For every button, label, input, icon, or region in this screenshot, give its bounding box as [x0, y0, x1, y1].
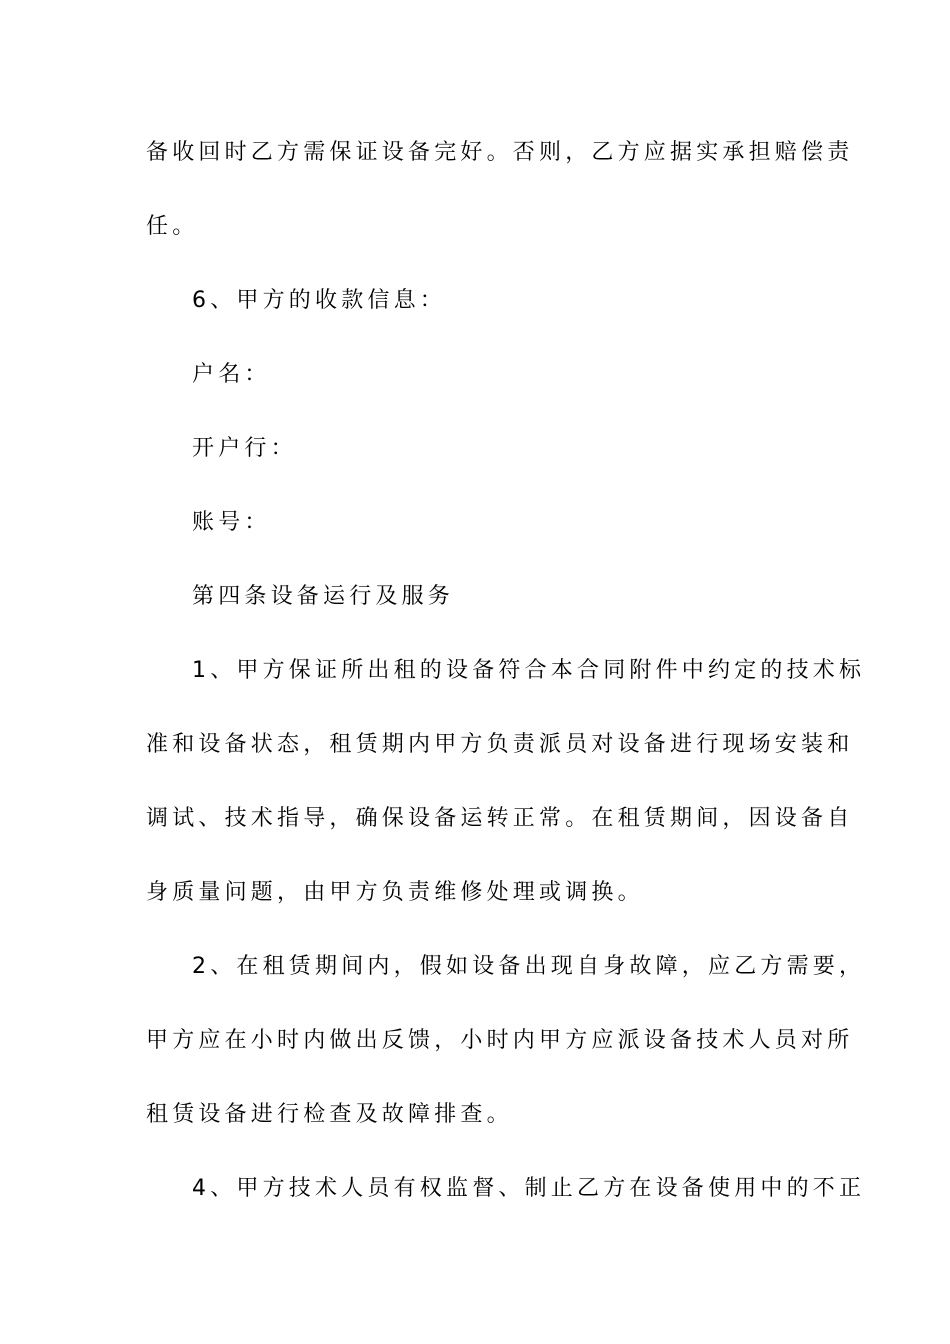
account-name-field: 户名：	[192, 362, 271, 387]
bank-field: 开户行：	[192, 436, 297, 461]
text-line: 4、甲方技术人员有权监督、制止乙方在设备使用中的不正	[192, 1176, 866, 1201]
text-line: 甲方应在小时内做出反馈，小时内甲方应派设备技术人员对所	[146, 1028, 854, 1053]
document-body	[146, 134, 866, 1244]
clause-heading: 6、甲方的收款信息：	[192, 288, 446, 313]
text-line: 准和设备状态，租赁期内甲方负责派员对设备进行现场安装和	[146, 732, 854, 757]
article-title: 第四条设备运行及服务	[192, 584, 455, 609]
text-line: 身质量问题，由甲方负责维修处理或调换。	[146, 880, 644, 905]
text-line: 1、甲方保证所出租的设备符合本合同附件中约定的技术标	[192, 658, 866, 683]
account-number-field: 账号：	[192, 510, 271, 535]
text-line: 租赁设备进行检查及故障排查。	[146, 1102, 513, 1127]
text-line: 任。	[146, 214, 199, 239]
text-line: 调试、技术指导，确保设备运转正常。在租赁期间，因设备自	[146, 806, 854, 831]
text-line: 备收回时乙方需保证设备完好。否则，乙方应据实承担赔偿责	[146, 140, 854, 165]
text-line: 2、在租赁期间内，假如设备出现自身故障，应乙方需要，	[192, 954, 866, 979]
